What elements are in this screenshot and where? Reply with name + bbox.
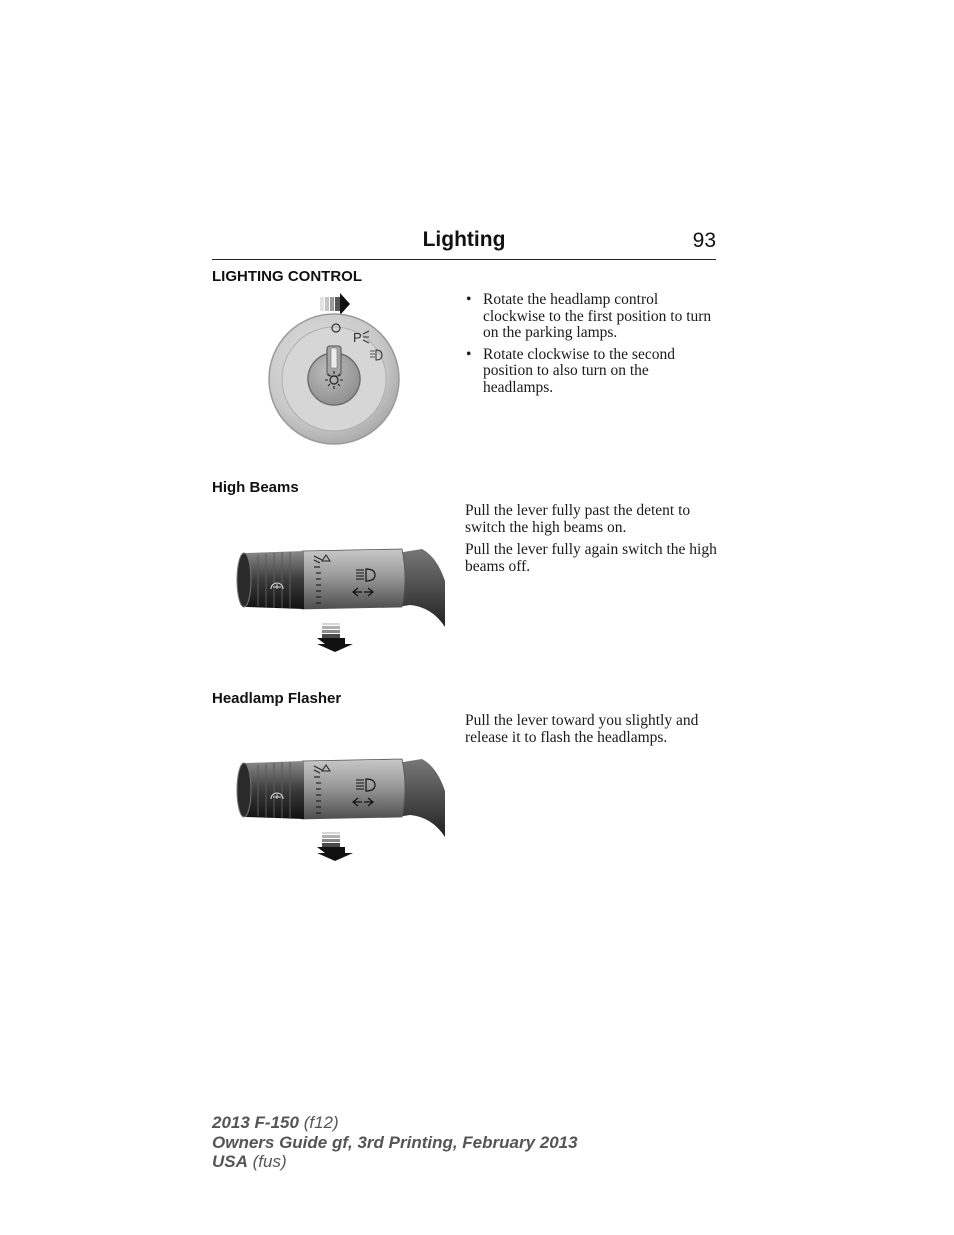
footer-line-model xyxy=(212,1113,578,1133)
footer-model: 2013 F-150 xyxy=(212,1113,299,1132)
footer-guide: Owners Guide gf, 3rd Printing, February 2013 xyxy=(212,1132,578,1152)
footer-line-market xyxy=(212,1152,578,1172)
footer-model-code: (f12) xyxy=(303,1113,339,1132)
rotate-arrow-icon xyxy=(320,293,350,315)
headlamp-flasher-lever-illustration xyxy=(232,755,447,867)
header-rule xyxy=(212,259,716,260)
paragraph: Pull the lever fully past the detent to switch the high beams on. xyxy=(465,502,691,536)
page-number: 93 xyxy=(692,229,716,252)
page-title: Lighting xyxy=(422,228,506,251)
headlamp-flasher-text xyxy=(465,713,717,752)
section-heading-high-beams: High Beams xyxy=(212,479,299,496)
pull-lever-arrow-icon xyxy=(317,832,353,861)
bullet-item: • Rotate clockwise to the second position to also turn on the headlamps. xyxy=(465,347,717,397)
footer-market-code: (fus) xyxy=(252,1152,287,1171)
bullet-item: • Rotate the headlamp control clockwise to the first position to turn on the parking lamps. xyxy=(465,292,717,342)
paragraph: Pull the lever toward you slightly and release it to flash the headlamps. xyxy=(465,712,699,746)
footer-line-guide xyxy=(212,1133,578,1153)
footer xyxy=(212,1113,578,1172)
headlamp-control-illustration xyxy=(262,292,407,452)
high-beams-text xyxy=(465,503,717,581)
section-heading-headlamp-flasher: Headlamp Flasher xyxy=(212,690,342,707)
high-beams-lever-illustration xyxy=(232,545,447,657)
footer-market: USA xyxy=(212,1152,248,1171)
paragraph: Pull the lever fully again switch the high beams off. xyxy=(465,541,717,575)
section-heading-lighting-control: LIGHTING CONTROL xyxy=(212,268,362,285)
lighting-control-list xyxy=(465,292,717,396)
pull-lever-arrow-icon xyxy=(317,623,353,652)
parking-lamp-label: P xyxy=(353,330,362,345)
